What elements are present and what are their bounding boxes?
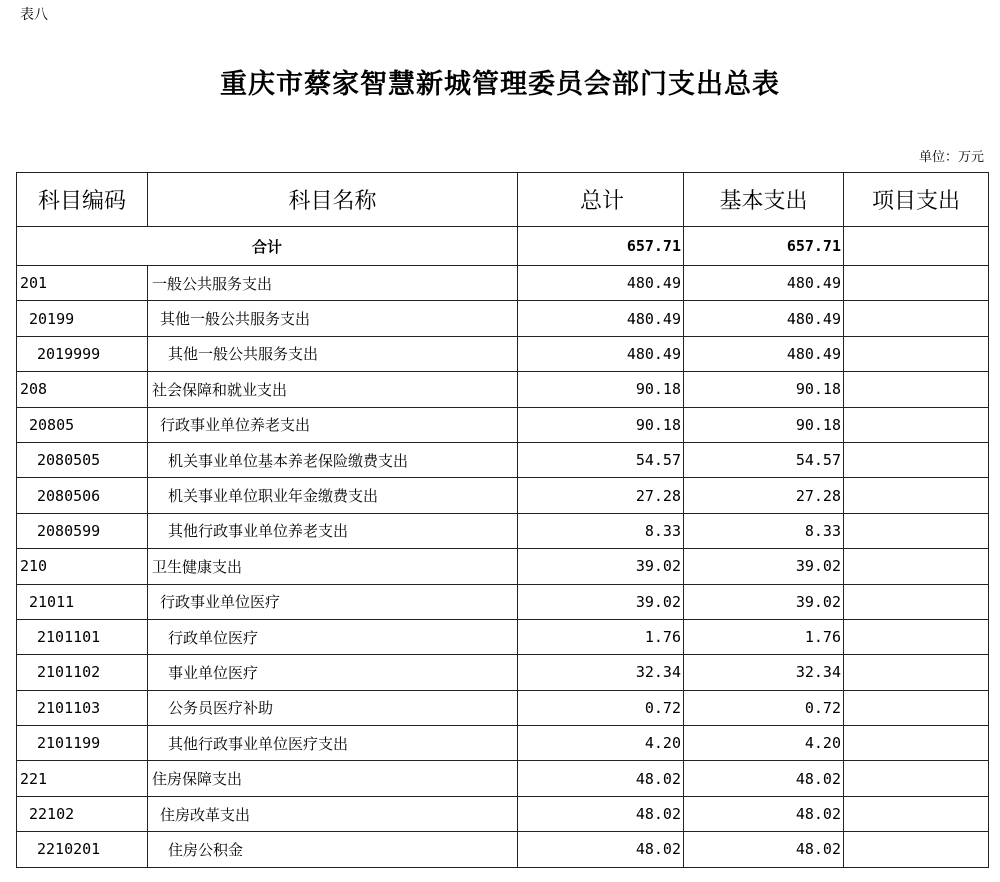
row-code-cell: 221	[17, 761, 148, 796]
row-code-cell: 2101101	[17, 619, 148, 654]
table-row	[17, 690, 989, 725]
row-basic-cell: 39.02	[684, 549, 844, 584]
row-project-cell	[844, 619, 989, 654]
row-project-cell	[844, 796, 989, 831]
row-name-cell: 住房保障支出	[148, 761, 518, 796]
row-code-cell: 2080505	[17, 442, 148, 477]
row-total-cell: 54.57	[518, 442, 684, 477]
row-basic-cell: 39.02	[684, 584, 844, 619]
row-code-cell: 210	[17, 549, 148, 584]
table-row	[17, 655, 989, 690]
table-row	[17, 761, 989, 796]
row-name-cell: 其他行政事业单位医疗支出	[148, 726, 518, 761]
row-total-cell: 480.49	[518, 266, 684, 301]
row-total-cell: 39.02	[518, 584, 684, 619]
table-header-row	[17, 173, 989, 227]
row-name-cell: 其他一般公共服务支出	[148, 336, 518, 371]
row-code-cell: 2080506	[17, 478, 148, 513]
row-name-cell: 卫生健康支出	[148, 549, 518, 584]
total-cell-project	[844, 227, 989, 266]
row-basic-cell: 54.57	[684, 442, 844, 477]
row-code-cell: 21011	[17, 584, 148, 619]
header-code: 科目编码	[17, 173, 148, 227]
row-project-cell	[844, 690, 989, 725]
row-name-cell: 住房公积金	[148, 832, 518, 867]
table-row	[17, 372, 989, 407]
row-project-cell	[844, 336, 989, 371]
total-label: 合计	[17, 227, 518, 266]
row-total-cell: 48.02	[518, 796, 684, 831]
row-name-cell: 一般公共服务支出	[148, 266, 518, 301]
row-project-cell	[844, 372, 989, 407]
row-total-cell: 90.18	[518, 407, 684, 442]
table-row	[17, 301, 989, 336]
total-row	[17, 227, 989, 266]
row-basic-cell: 32.34	[684, 655, 844, 690]
row-total-cell: 27.28	[518, 478, 684, 513]
row-code-cell: 2019999	[17, 336, 148, 371]
row-total-cell: 8.33	[518, 513, 684, 548]
row-total-cell: 39.02	[518, 549, 684, 584]
row-project-cell	[844, 301, 989, 336]
table-row	[17, 442, 989, 477]
row-project-cell	[844, 266, 989, 301]
row-basic-cell: 90.18	[684, 407, 844, 442]
row-basic-cell: 480.49	[684, 336, 844, 371]
row-basic-cell: 0.72	[684, 690, 844, 725]
row-name-cell: 公务员医疗补助	[148, 690, 518, 725]
header-basic: 基本支出	[684, 173, 844, 227]
row-code-cell: 2080599	[17, 513, 148, 548]
header-project: 项目支出	[844, 173, 989, 227]
row-total-cell: 4.20	[518, 726, 684, 761]
table-number-label: 表八	[20, 7, 48, 23]
row-basic-cell: 480.49	[684, 301, 844, 336]
row-project-cell	[844, 761, 989, 796]
header-total: 总计	[518, 173, 684, 227]
row-code-cell: 2101103	[17, 690, 148, 725]
row-name-cell: 行政事业单位养老支出	[148, 407, 518, 442]
total-cell-basic: 657.71	[684, 227, 844, 266]
row-name-cell: 机关事业单位职业年金缴费支出	[148, 478, 518, 513]
row-code-cell: 20805	[17, 407, 148, 442]
table-row	[17, 336, 989, 371]
row-code-cell: 2210201	[17, 832, 148, 867]
row-name-cell: 社会保障和就业支出	[148, 372, 518, 407]
row-project-cell	[844, 407, 989, 442]
table-row	[17, 726, 989, 761]
row-total-cell: 1.76	[518, 619, 684, 654]
row-total-cell: 48.02	[518, 761, 684, 796]
table-row	[17, 478, 989, 513]
document-title: 重庆市蔡家智慧新城管理委员会部门支出总表	[220, 69, 780, 100]
row-name-cell: 其他行政事业单位养老支出	[148, 513, 518, 548]
table-row	[17, 513, 989, 548]
row-project-cell	[844, 584, 989, 619]
row-basic-cell: 48.02	[684, 761, 844, 796]
row-basic-cell: 4.20	[684, 726, 844, 761]
row-total-cell: 480.49	[518, 301, 684, 336]
row-name-cell: 行政事业单位医疗	[148, 584, 518, 619]
table-row	[17, 796, 989, 831]
expenditure-table	[16, 172, 989, 868]
row-basic-cell: 90.18	[684, 372, 844, 407]
table-row	[17, 407, 989, 442]
row-name-cell: 机关事业单位基本养老保险缴费支出	[148, 442, 518, 477]
row-name-cell: 住房改革支出	[148, 796, 518, 831]
table-row	[17, 832, 989, 867]
row-name-cell: 行政单位医疗	[148, 619, 518, 654]
row-basic-cell: 48.02	[684, 832, 844, 867]
row-code-cell: 201	[17, 266, 148, 301]
row-total-cell: 32.34	[518, 655, 684, 690]
unit-label: 单位：万元	[918, 150, 984, 165]
row-total-cell: 90.18	[518, 372, 684, 407]
table-row	[17, 549, 989, 584]
row-code-cell: 208	[17, 372, 148, 407]
row-code-cell: 2101102	[17, 655, 148, 690]
row-basic-cell: 480.49	[684, 266, 844, 301]
row-code-cell: 22102	[17, 796, 148, 831]
row-code-cell: 20199	[17, 301, 148, 336]
table-row	[17, 619, 989, 654]
row-total-cell: 480.49	[518, 336, 684, 371]
row-project-cell	[844, 513, 989, 548]
row-name-cell: 事业单位医疗	[148, 655, 518, 690]
row-project-cell	[844, 655, 989, 690]
row-project-cell	[844, 726, 989, 761]
row-basic-cell: 8.33	[684, 513, 844, 548]
row-project-cell	[844, 442, 989, 477]
row-total-cell: 0.72	[518, 690, 684, 725]
total-cell-total: 657.71	[518, 227, 684, 266]
row-basic-cell: 48.02	[684, 796, 844, 831]
row-name-cell: 其他一般公共服务支出	[148, 301, 518, 336]
row-total-cell: 48.02	[518, 832, 684, 867]
row-project-cell	[844, 549, 989, 584]
row-project-cell	[844, 478, 989, 513]
row-basic-cell: 1.76	[684, 619, 844, 654]
header-name: 科目名称	[148, 173, 518, 227]
table-row	[17, 584, 989, 619]
table-row	[17, 266, 989, 301]
row-basic-cell: 27.28	[684, 478, 844, 513]
row-code-cell: 2101199	[17, 726, 148, 761]
row-project-cell	[844, 832, 989, 867]
